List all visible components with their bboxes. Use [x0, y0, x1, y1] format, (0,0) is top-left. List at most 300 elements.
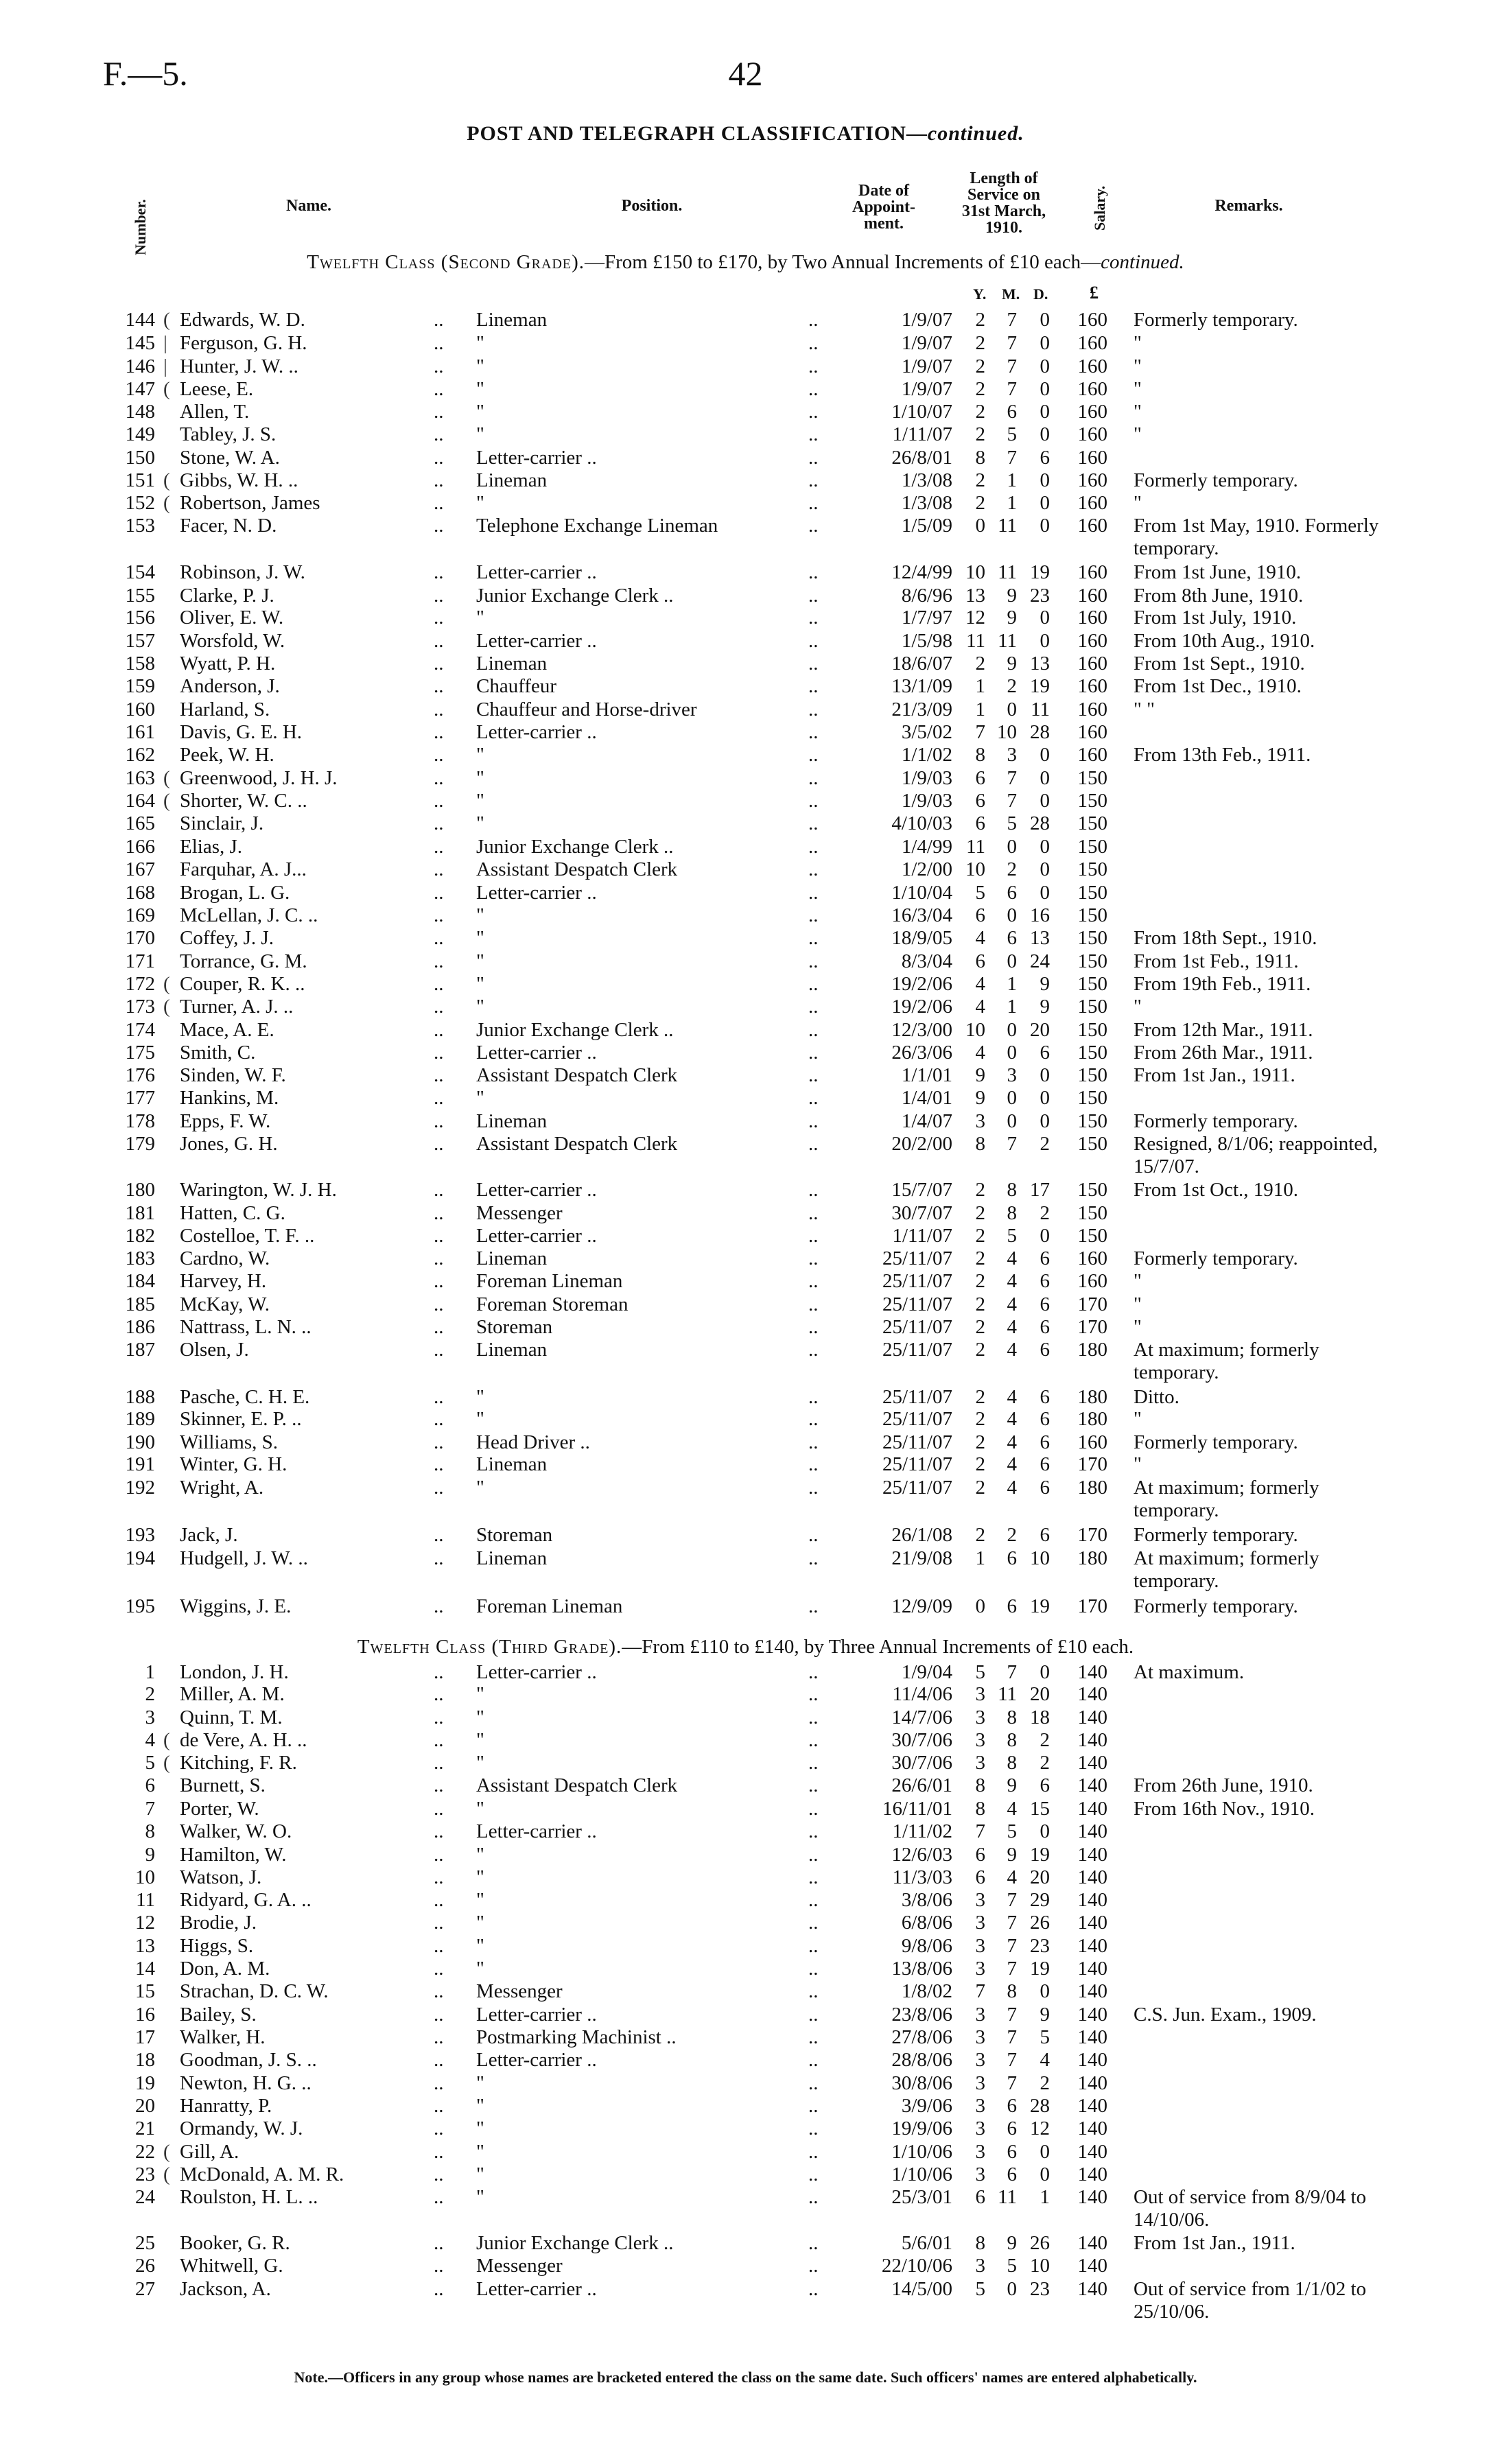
- col-length-line4: 1910.: [985, 219, 1022, 237]
- leader-dots: ..: [808, 561, 819, 583]
- position: ": [476, 1683, 484, 1705]
- salary: 150: [1077, 1042, 1107, 1064]
- leader-dots: ..: [434, 904, 444, 926]
- col-remarks-header: Remarks.: [1214, 197, 1283, 215]
- salary: 160: [1077, 355, 1107, 377]
- row-number: 167: [125, 858, 155, 880]
- remarks: From 1st Feb., 1911.: [1134, 950, 1299, 972]
- table-row: [0, 1270, 1491, 1293]
- leader-dots: ..: [434, 309, 444, 331]
- employee-name: Jack, J.: [180, 1524, 238, 1546]
- service-days: 18: [1030, 1706, 1050, 1728]
- service-days: 19: [1030, 675, 1050, 697]
- service-months: 3: [1007, 1064, 1017, 1086]
- salary: 150: [1077, 1179, 1107, 1201]
- bracket: (: [163, 996, 170, 1018]
- service-years: 10: [965, 561, 985, 583]
- service-months: 6: [1007, 882, 1017, 904]
- service-years: 3: [975, 1752, 985, 1774]
- service-months: 9: [1007, 585, 1017, 607]
- table-row: [0, 1339, 1491, 1383]
- table-row: [0, 378, 1491, 401]
- salary: 150: [1077, 767, 1107, 789]
- salary: 180: [1077, 1547, 1107, 1569]
- service-months: 6: [1007, 2163, 1017, 2185]
- salary: 140: [1077, 2117, 1107, 2139]
- position: Telephone Exchange Lineman: [476, 515, 718, 537]
- appointment-date: 13/8/06: [891, 1958, 952, 1980]
- leader-dots: ..: [808, 2095, 819, 2117]
- row-number: 150: [125, 447, 155, 469]
- employee-name: Newton, H. G. ..: [180, 2072, 312, 2094]
- position: Junior Exchange Clerk ..: [476, 836, 674, 858]
- employee-name: Greenwood, J. H. J.: [180, 767, 338, 789]
- salary: 140: [1077, 2255, 1107, 2277]
- appointment-date: 3/8/06: [901, 1889, 952, 1911]
- employee-name: Tabley, J. S.: [180, 423, 277, 445]
- salary: 180: [1077, 1477, 1107, 1499]
- table-row: [0, 2095, 1491, 2117]
- service-months: 4: [1007, 1431, 1017, 1453]
- leader-dots: ..: [808, 1774, 819, 1796]
- table-row: [0, 1179, 1491, 1201]
- table-row: [0, 515, 1491, 559]
- position: ": [476, 904, 484, 926]
- leader-dots: ..: [808, 1087, 819, 1109]
- table-row: [0, 858, 1491, 881]
- leader-dots: ..: [808, 1798, 819, 1820]
- leader-dots: ..: [434, 973, 444, 995]
- position: Chauffeur: [476, 675, 557, 697]
- remarks: From 1st May, 1910. Formerly temporary.: [1134, 515, 1379, 559]
- appointment-date: 1/10/04: [891, 882, 952, 904]
- position: Lineman: [476, 653, 548, 674]
- leader-dots: ..: [434, 607, 444, 629]
- service-months: 11: [998, 2186, 1017, 2208]
- leader-dots: ..: [808, 1110, 819, 1132]
- employee-name: Hatten, C. G.: [180, 1202, 285, 1224]
- service-years: 6: [975, 950, 985, 972]
- service-months: 10: [997, 721, 1017, 743]
- salary: 150: [1077, 996, 1107, 1018]
- service-years: 2: [975, 1316, 985, 1338]
- position: ": [476, 744, 484, 766]
- appointment-date: 22/10/06: [881, 2255, 952, 2277]
- remarks: ": [1134, 332, 1142, 354]
- leader-dots: ..: [434, 515, 444, 537]
- position: Letter-carrier ..: [476, 1179, 597, 1201]
- bracket: (: [163, 378, 170, 400]
- position: ": [476, 1087, 484, 1109]
- appointment-date: 16/11/01: [882, 1798, 952, 1820]
- leader-dots: ..: [808, 812, 819, 834]
- bracket: (: [163, 2163, 170, 2185]
- position: Storeman: [476, 1316, 553, 1338]
- table-row: [0, 1453, 1491, 1476]
- row-number: 172: [125, 973, 155, 995]
- position: Messenger: [476, 1202, 563, 1224]
- position: Letter-carrier ..: [476, 2004, 597, 2026]
- service-months: 7: [1007, 1889, 1017, 1911]
- col-length-line2: Service on: [967, 186, 1040, 204]
- service-months: 6: [1007, 1547, 1017, 1569]
- remarks: From 19th Feb., 1911.: [1134, 973, 1311, 995]
- row-number: 4: [145, 1729, 155, 1751]
- appointment-date: 25/11/07: [882, 1270, 952, 1292]
- row-number: 158: [125, 653, 155, 674]
- appointment-date: 1/5/98: [901, 630, 952, 652]
- row-number: 21: [135, 2117, 155, 2139]
- salary: 140: [1077, 1958, 1107, 1980]
- service-days: 24: [1030, 950, 1050, 972]
- table-row: [0, 1866, 1491, 1889]
- employee-name: Harland, S.: [180, 699, 270, 720]
- table-row: [0, 1912, 1491, 1934]
- row-number: 17: [135, 2026, 155, 2048]
- col-number-header: Number.: [132, 199, 149, 255]
- leader-dots: ..: [434, 1133, 444, 1155]
- leader-dots: ..: [434, 1935, 444, 1957]
- service-years: 2: [975, 378, 985, 400]
- row-number: 159: [125, 675, 155, 697]
- leader-dots: ..: [434, 378, 444, 400]
- salary: 140: [1077, 1683, 1107, 1705]
- row-number: 193: [125, 1524, 155, 1546]
- service-days: 6: [1040, 1386, 1050, 1408]
- service-days: 0: [1040, 378, 1050, 400]
- position: Assistant Despatch Clerk: [476, 1774, 678, 1796]
- service-months: 7: [1007, 2049, 1017, 2071]
- row-number: 179: [125, 1133, 155, 1155]
- row-number: 154: [125, 561, 155, 583]
- service-months: 2: [1007, 858, 1017, 880]
- table-row: [0, 1889, 1491, 1912]
- service-years: 2: [975, 1339, 985, 1361]
- salary: 150: [1077, 1202, 1107, 1224]
- table-row: [0, 2026, 1491, 2049]
- leader-dots: ..: [434, 2026, 444, 2048]
- service-months: 1: [1007, 973, 1017, 995]
- leader-dots: ..: [434, 1683, 444, 1705]
- table-row: [0, 1706, 1491, 1729]
- table-row: [0, 950, 1491, 973]
- col-date-header: [836, 183, 932, 232]
- service-years: 11: [966, 630, 985, 652]
- leader-dots: ..: [434, 1202, 444, 1224]
- remarks: Formerly temporary.: [1134, 469, 1298, 491]
- leader-dots: ..: [808, 2255, 819, 2277]
- service-months: 7: [1007, 1133, 1017, 1155]
- service-days: 0: [1040, 607, 1050, 629]
- position: Lineman: [476, 1339, 548, 1361]
- table-row: [0, 309, 1491, 331]
- service-days: 19: [1030, 1844, 1050, 1866]
- salary: 140: [1077, 1774, 1107, 1796]
- employee-name: Warington, W. J. H.: [180, 1179, 337, 1201]
- leader-dots: ..: [434, 2004, 444, 2026]
- row-number: 3: [145, 1706, 155, 1728]
- employee-name: Clarke, P. J.: [180, 585, 274, 607]
- service-days: 0: [1040, 882, 1050, 904]
- leader-dots: ..: [808, 1386, 819, 1408]
- row-number: 180: [125, 1179, 155, 1201]
- leader-dots: ..: [434, 401, 444, 423]
- service-days: 6: [1040, 1247, 1050, 1269]
- employee-name: Miller, A. M.: [180, 1683, 285, 1705]
- appointment-date: 1/9/07: [901, 378, 952, 400]
- position: ": [476, 2141, 484, 2163]
- position: Letter-carrier ..: [476, 2049, 597, 2071]
- leader-dots: ..: [808, 2278, 819, 2300]
- service-months: 7: [1007, 1935, 1017, 1957]
- table-row: [0, 1980, 1491, 2003]
- leader-dots: ..: [808, 927, 819, 949]
- service-months: 9: [1007, 653, 1017, 674]
- service-years: 13: [965, 585, 985, 607]
- position: Lineman: [476, 1110, 548, 1132]
- service-months: 0: [1007, 1087, 1017, 1109]
- row-number: 189: [125, 1408, 155, 1430]
- employee-name: Davis, G. E. H.: [180, 721, 303, 743]
- salary: 140: [1077, 2049, 1107, 2071]
- page-number: 42: [728, 54, 763, 93]
- leader-dots: ..: [434, 2095, 444, 2117]
- position: ": [476, 1386, 484, 1408]
- table-row: [0, 561, 1491, 584]
- position: ": [476, 1912, 484, 1934]
- appointment-date: 25/11/07: [882, 1316, 952, 1338]
- appointment-date: 8/6/96: [901, 585, 952, 607]
- employee-name: Epps, F. W.: [180, 1110, 271, 1132]
- appointment-date: 1/9/03: [901, 767, 952, 789]
- col-length-header: [946, 170, 1062, 236]
- salary: 180: [1077, 1408, 1107, 1430]
- section2-rest: —From £110 to £140, by Three Annual Increments of £10 each.: [622, 1636, 1134, 1658]
- table-row: [0, 2117, 1491, 2140]
- appointment-date: 15/7/07: [891, 1179, 952, 1201]
- leader-dots: ..: [808, 996, 819, 1018]
- service-days: 0: [1040, 2163, 1050, 2185]
- service-years: 8: [975, 1774, 985, 1796]
- service-months: 0: [1007, 1042, 1017, 1064]
- service-months: 0: [1007, 904, 1017, 926]
- service-days: 10: [1030, 1547, 1050, 1569]
- salary: 140: [1077, 1706, 1107, 1728]
- position: ": [476, 1798, 484, 1820]
- service-days: 6: [1040, 1453, 1050, 1475]
- table-row: [0, 492, 1491, 515]
- service-days: 26: [1030, 2232, 1050, 2254]
- leader-dots: ..: [434, 858, 444, 880]
- title-main: POST AND TELEGRAPH CLASSIFICATION—: [467, 122, 928, 145]
- service-days: 0: [1040, 332, 1050, 354]
- table-row: [0, 447, 1491, 469]
- service-months: 5: [1007, 1225, 1017, 1247]
- leader-dots: ..: [808, 2186, 819, 2208]
- leader-dots: ..: [808, 1935, 819, 1957]
- leader-dots: ..: [434, 927, 444, 949]
- leader-dots: ..: [808, 1547, 819, 1569]
- position: ": [476, 1866, 484, 1888]
- service-months: 11: [998, 515, 1017, 537]
- service-days: 0: [1040, 401, 1050, 423]
- service-years: 4: [975, 927, 985, 949]
- service-months: 8: [1007, 1202, 1017, 1224]
- salary: 150: [1077, 1225, 1107, 1247]
- salary: 160: [1077, 309, 1107, 331]
- position: Head Driver ..: [476, 1431, 590, 1453]
- appointment-date: 21/3/09: [891, 699, 952, 720]
- remarks: ": [1134, 355, 1142, 377]
- leader-dots: ..: [434, 1889, 444, 1911]
- service-years: 3: [975, 2163, 985, 2185]
- row-number: 188: [125, 1386, 155, 1408]
- service-days: 6: [1040, 1477, 1050, 1499]
- appointment-date: 21/9/08: [891, 1547, 952, 1569]
- leader-dots: ..: [434, 561, 444, 583]
- leader-dots: ..: [434, 1042, 444, 1064]
- service-years: 2: [975, 469, 985, 491]
- remarks: " ": [1134, 699, 1155, 720]
- position: Lineman: [476, 1547, 548, 1569]
- remarks: Formerly temporary.: [1134, 1431, 1298, 1453]
- service-years: 8: [975, 744, 985, 766]
- employee-name: Sinden, W. F.: [180, 1064, 286, 1086]
- salary: 160: [1077, 653, 1107, 674]
- position: Storeman: [476, 1524, 553, 1546]
- leader-dots: ..: [808, 2026, 819, 2048]
- table-row: [0, 653, 1491, 675]
- remarks: At maximum.: [1134, 1661, 1245, 1683]
- series-code: F.—5.: [103, 54, 188, 93]
- position: Messenger: [476, 2255, 563, 2277]
- col-length-line1: Length of: [970, 169, 1038, 187]
- unit-months: M.: [1002, 285, 1020, 303]
- leader-dots: ..: [434, 1958, 444, 1980]
- service-months: 3: [1007, 744, 1017, 766]
- bracket: (: [163, 492, 170, 514]
- service-years: 9: [975, 1087, 985, 1109]
- service-days: 17: [1030, 1179, 1050, 1201]
- service-months: 7: [1007, 2004, 1017, 2026]
- salary: 150: [1077, 812, 1107, 834]
- position: Lineman: [476, 1247, 548, 1269]
- service-days: 0: [1040, 1661, 1050, 1683]
- appointment-date: 1/10/06: [891, 2141, 952, 2163]
- row-number: 8: [145, 1820, 155, 1842]
- appointment-date: 25/11/07: [882, 1408, 952, 1430]
- position: ": [476, 812, 484, 834]
- employee-name: Worsfold, W.: [180, 630, 285, 652]
- position: Letter-carrier ..: [476, 447, 597, 469]
- row-number: 191: [125, 1453, 155, 1475]
- col-name-header: Name.: [286, 197, 331, 215]
- leader-dots: ..: [434, 2072, 444, 2094]
- service-days: 4: [1040, 2049, 1050, 2071]
- leader-dots: ..: [808, 423, 819, 445]
- position: ": [476, 423, 484, 445]
- row-number: 184: [125, 1270, 155, 1292]
- row-number: 168: [125, 882, 155, 904]
- remarks: Formerly temporary.: [1134, 1595, 1298, 1617]
- row-number: 153: [125, 515, 155, 537]
- service-months: 4: [1007, 1270, 1017, 1292]
- service-days: 13: [1030, 653, 1050, 674]
- row-number: 155: [125, 585, 155, 607]
- service-years: 2: [975, 309, 985, 331]
- row-number: 7: [145, 1798, 155, 1820]
- row-number: 19: [135, 2072, 155, 2094]
- service-days: 28: [1030, 812, 1050, 834]
- salary: 180: [1077, 1339, 1107, 1361]
- row-number: 163: [125, 767, 155, 789]
- appointment-date: 9/8/06: [901, 1935, 952, 1957]
- leader-dots: ..: [808, 1202, 819, 1224]
- row-number: 5: [145, 1752, 155, 1774]
- appointment-date: 25/11/07: [882, 1386, 952, 1408]
- service-days: 6: [1040, 1408, 1050, 1430]
- salary: 160: [1077, 423, 1107, 445]
- service-days: 16: [1030, 904, 1050, 926]
- service-years: 9: [975, 1064, 985, 1086]
- leader-dots: ..: [434, 1339, 444, 1361]
- position: ": [476, 607, 484, 629]
- appointment-date: 12/9/09: [891, 1595, 952, 1617]
- leader-dots: ..: [808, 469, 819, 491]
- service-years: 8: [975, 2232, 985, 2254]
- salary: 140: [1077, 2026, 1107, 2048]
- table-row: [0, 585, 1491, 607]
- service-days: 10: [1030, 2255, 1050, 2277]
- employee-name: Couper, R. K. ..: [180, 973, 305, 995]
- position: ": [476, 996, 484, 1018]
- leader-dots: ..: [434, 836, 444, 858]
- remarks: Out of service from 1/1/02 to 25/10/06.: [1134, 2278, 1367, 2323]
- remarks: At maximum; formerly temporary.: [1134, 1339, 1319, 1383]
- service-months: 0: [1007, 2278, 1017, 2300]
- title-continued: continued.: [927, 122, 1024, 145]
- service-days: 5: [1040, 2026, 1050, 2048]
- remarks: From 1st July, 1910.: [1134, 607, 1297, 629]
- employee-name: Coffey, J. J.: [180, 927, 274, 949]
- leader-dots: ..: [808, 1706, 819, 1728]
- remarks: C.S. Jun. Exam., 1909.: [1134, 2004, 1317, 2026]
- leader-dots: ..: [808, 1595, 819, 1617]
- leader-dots: ..: [434, 1270, 444, 1292]
- appointment-date: 5/6/01: [901, 2232, 952, 2254]
- appointment-date: 14/5/00: [891, 2278, 952, 2300]
- section-heading-third-grade: [0, 1636, 1491, 1658]
- service-years: 3: [975, 2026, 985, 2048]
- employee-name: Harvey, H.: [180, 1270, 267, 1292]
- service-months: 8: [1007, 1179, 1017, 1201]
- service-days: 20: [1030, 1866, 1050, 1888]
- leader-dots: ..: [434, 1844, 444, 1866]
- row-number: 9: [145, 1844, 155, 1866]
- appointment-date: 16/3/04: [891, 904, 952, 926]
- appointment-date: 26/8/01: [891, 447, 952, 469]
- leader-dots: ..: [434, 2117, 444, 2139]
- table-row: [0, 1595, 1491, 1618]
- salary: 160: [1077, 744, 1107, 766]
- service-years: 2: [975, 1431, 985, 1453]
- service-days: 6: [1040, 1339, 1050, 1361]
- remarks: From 8th June, 1910.: [1134, 585, 1304, 607]
- service-years: 4: [975, 973, 985, 995]
- service-years: 2: [975, 355, 985, 377]
- leader-dots: ..: [808, 1820, 819, 1842]
- appointment-date: 23/8/06: [891, 2004, 952, 2026]
